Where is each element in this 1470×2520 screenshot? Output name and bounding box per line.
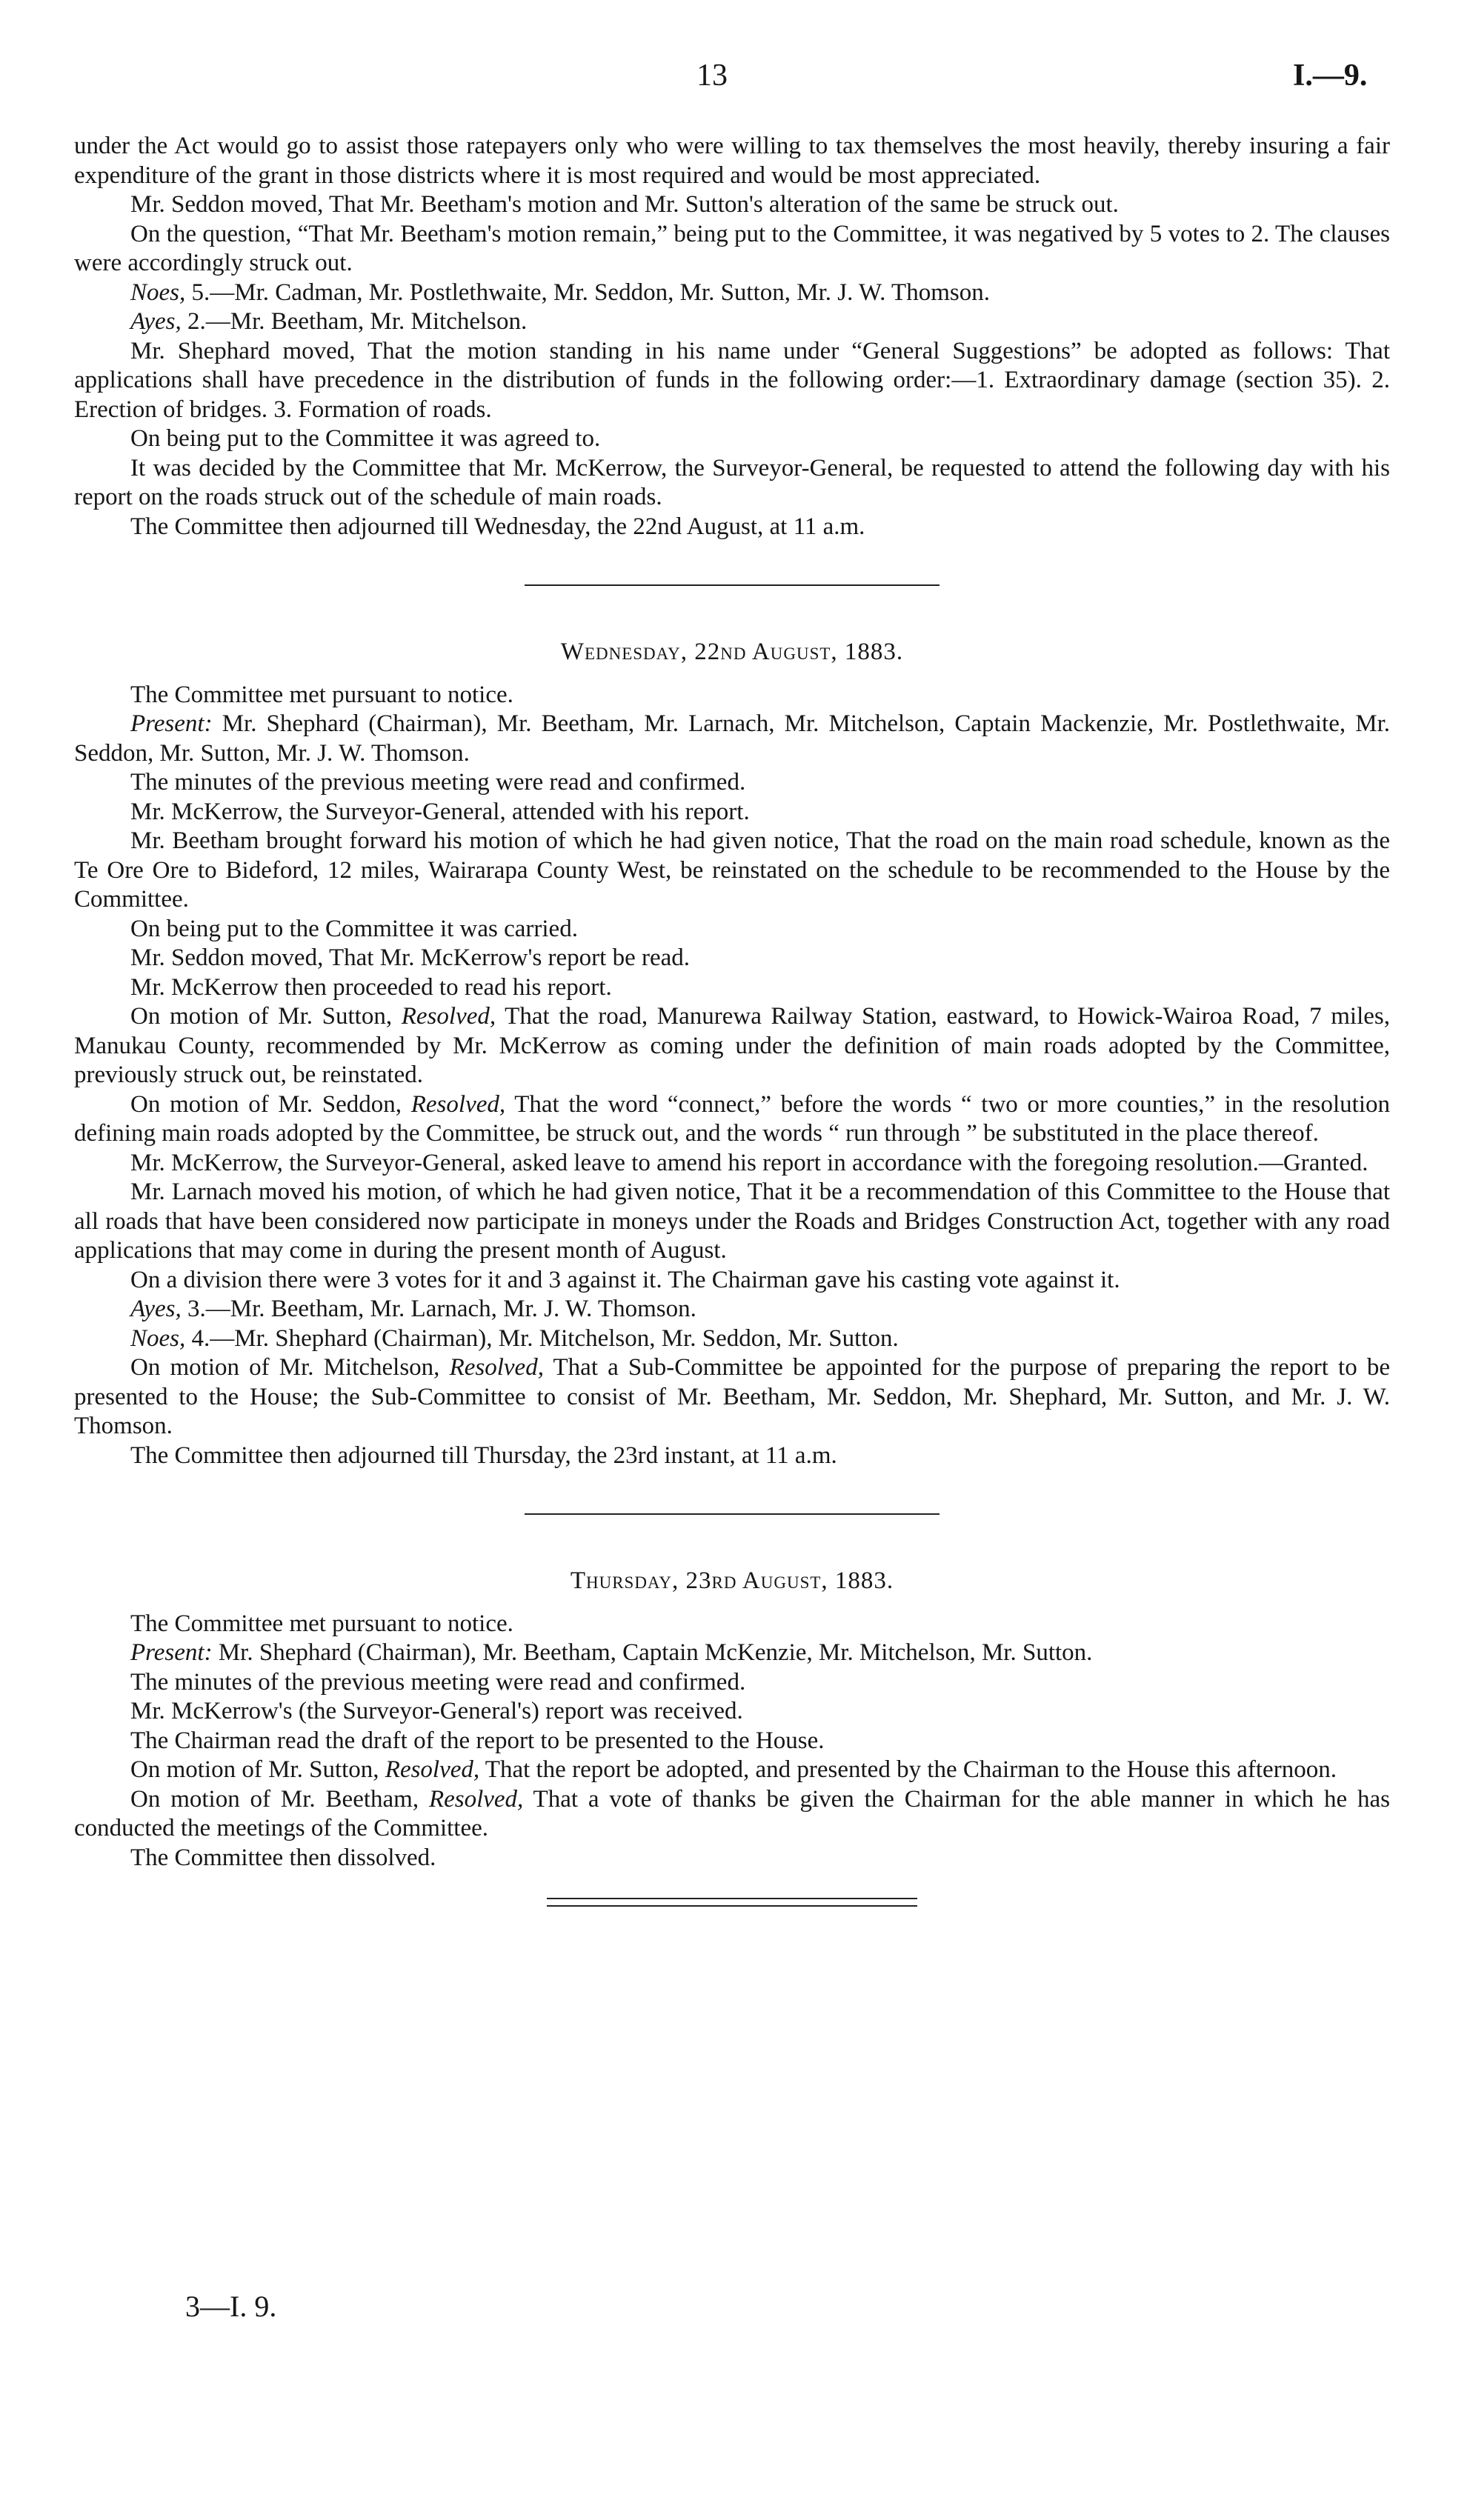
paragraph-text: That a vote of thanks be given the Chairman for the able manner in which he has conducted the meetings of the Committee. <box>74 1785 1390 1841</box>
paragraph: On being put to the Committee it was agreed to. <box>130 425 601 452</box>
ayes-names: 3.—Mr. Beetham, Mr. Larnach, Mr. J. W. Thomson. <box>181 1296 696 1322</box>
paragraph: The minutes of the previous meeting were read and confirmed. <box>130 1668 746 1696</box>
paragraph: On the question, “That Mr. Beetham's motion remain,” being put to the Committee, it was negatived by 5 votes to 2. The clauses were accordingly struck out. <box>74 220 1390 276</box>
paragraph-text: On motion of Mr. Sutton, <box>130 1003 402 1030</box>
section-heading-thursday: Thursday, 23rd August, 1883. <box>570 1567 894 1594</box>
paragraph: It was decided by the Committee that Mr. McKerrow, the Surveyor-General, be requested to attend the following day with his report on the roads struck out of the schedule of main roads. <box>74 454 1390 510</box>
paragraph: Mr. McKerrow, the Surveyor-General, attended with his report. <box>130 798 750 825</box>
resolved-label: Resolved, <box>401 1003 496 1030</box>
ayes-label: Ayes, <box>130 308 182 335</box>
resolution-paragraph <box>74 1756 1390 1785</box>
resolution-paragraph <box>74 1090 1390 1149</box>
document-body <box>74 132 1390 1907</box>
paragraph-text: On motion of Mr. Sutton, <box>130 1756 385 1783</box>
section-divider <box>525 1513 939 1515</box>
paragraph: The Committee then adjourned till Thursday, the 23rd instant, at 11 a.m. <box>130 1441 837 1469</box>
resolved-label: Resolved, <box>449 1354 544 1381</box>
paragraph-text: On motion of Mr. Mitchelson, <box>130 1354 450 1381</box>
paragraph: On a division there were 3 votes for it and 3 against it. The Chairman gave his casting vote against it. <box>130 1266 1120 1293</box>
paragraph-text: That the road, Manurewa Railway Station, eastward, to Howick-Wairoa Road, 7 miles, Manukau County, recommended by Mr. McKerrow as coming under the definition of main roads adopted by the Committee, previously struck out, be reinstated. <box>74 1003 1390 1088</box>
section-divider <box>525 584 939 586</box>
paragraph: The Committee then adjourned till Wednesday, the 22nd August, at 11 a.m. <box>130 513 865 540</box>
ayes-label: Ayes, <box>130 1296 182 1322</box>
ayes-line <box>74 307 1390 337</box>
resolved-label: Resolved, <box>410 1090 506 1118</box>
resolved-label: Resolved, <box>428 1785 524 1813</box>
paragraph-text: That the word “connect,” before the words “ two or more counties,” in the resolution defining main roads adopted by the Committee, be struck out, and the words “ run through ” be substituted in the place thereof. <box>74 1090 1391 1147</box>
present-line <box>74 1639 1390 1668</box>
present-label: Present: <box>130 710 213 737</box>
resolution-paragraph <box>74 1002 1390 1090</box>
paragraph: The Committee met pursuant to notice. <box>130 1610 513 1637</box>
document-reference: I.—9. <box>1293 59 1368 93</box>
noes-line <box>74 1324 1390 1354</box>
present-label: Present: <box>130 1639 213 1666</box>
paragraph: On being put to the Committee it was carried. <box>130 915 578 942</box>
noes-names: 4.—Mr. Shephard (Chairman), Mr. Mitchelson, Mr. Seddon, Mr. Sutton. <box>185 1324 899 1352</box>
paragraph: The Chairman read the draft of the report to be presented to the House. <box>130 1727 825 1754</box>
paragraph: Mr. Larnach moved his motion, of which he had given notice, That it be a recommendation of this Committee to the House that all roads that have been considered now participate in moneys under the Roads and Bridges Construction Act, together with any road applications that may come in during the present month of August. <box>74 1179 1390 1264</box>
paragraph-text: That the report be adopted, and presented by the Chairman to the House this afternoon. <box>479 1756 1337 1783</box>
paragraph: The Committee met pursuant to notice. <box>130 681 513 708</box>
end-divider <box>547 1898 917 1907</box>
present-line <box>74 710 1390 768</box>
noes-label: Noes, <box>130 1324 186 1352</box>
paragraph: Mr. McKerrow, the Surveyor-General, asked leave to amend his report in accordance with the foregoing resolution.—Granted. <box>130 1149 1368 1176</box>
resolved-label: Resolved, <box>385 1756 480 1783</box>
paragraph: Mr. McKerrow's (the Surveyor-General's) report was received. <box>130 1698 743 1724</box>
footer-reference: 3—I. 9. <box>185 2290 277 2323</box>
paragraph: Mr. Beetham brought forward his motion of which he had given notice, That the road on the main road schedule, known as the Te Ore Ore to Bideford, 12 miles, Wairarapa County West, be reinstated on the schedule to be recommended to the House by the Committee. <box>74 827 1390 913</box>
noes-label: Noes, <box>130 279 186 306</box>
ayes-names: 2.—Mr. Beetham, Mr. Mitchelson. <box>181 308 528 335</box>
paragraph: Mr. Seddon moved, That Mr. Beetham's motion and Mr. Sutton's alteration of the same be struck out. <box>130 191 1119 218</box>
present-names: Mr. Shephard (Chairman), Mr. Beetham, Mr. Larnach, Mr. Mitchelson, Captain Mackenzie, Mr. Postlethwaite, Mr. Seddon, Mr. Sutton, Mr. J. W. Thomson. <box>74 710 1390 767</box>
ayes-line <box>74 1295 1390 1324</box>
paragraph-text: On motion of Mr. Beetham, <box>130 1785 429 1813</box>
resolution-paragraph <box>74 1785 1390 1844</box>
page-number: 13 <box>696 59 728 93</box>
paragraph: under the Act would go to assist those ratepayers only who were willing to tax themselves the most heavily, thereby insuring a fair expenditure of the grant in those districts where it is most required and would be most appreciated. <box>74 133 1390 189</box>
paragraph: The minutes of the previous meeting were read and confirmed. <box>130 769 746 796</box>
section-heading-wednesday: Wednesday, 22nd August, 1883. <box>560 639 904 665</box>
noes-names: 5.—Mr. Cadman, Mr. Postlethwaite, Mr. Seddon, Mr. Sutton, Mr. J. W. Thomson. <box>185 279 990 306</box>
present-names: Mr. Shephard (Chairman), Mr. Beetham, Captain McKenzie, Mr. Mitchelson, Mr. Sutton. <box>212 1639 1093 1666</box>
paragraph-text: That a Sub-Committee be appointed for the purpose of preparing the report to be presented to the House; the Sub-Committee to consist of Mr. Beetham, Mr. Seddon, Mr. Shephard, Mr. Sutton, and Mr. J. W. Thomson. <box>74 1354 1391 1439</box>
resolution-paragraph <box>74 1353 1390 1441</box>
paragraph: Mr. Shephard moved, That the motion standing in his name under “General Suggestions” be adopted as follows: That applications shall have precedence in the distribution of funds in the following order:—1. Extraordinary damage (section 35). 2. Erection of bridges. 3. Formation of roads. <box>74 337 1390 423</box>
noes-line <box>74 279 1390 308</box>
paragraph: The Committee then dissolved. <box>130 1844 436 1871</box>
paragraph: Mr. Seddon moved, That Mr. McKerrow's report be read. <box>130 944 691 971</box>
paragraph: Mr. McKerrow then proceeded to read his report. <box>130 973 612 1001</box>
paragraph-text: On motion of Mr. Seddon, <box>130 1090 411 1118</box>
